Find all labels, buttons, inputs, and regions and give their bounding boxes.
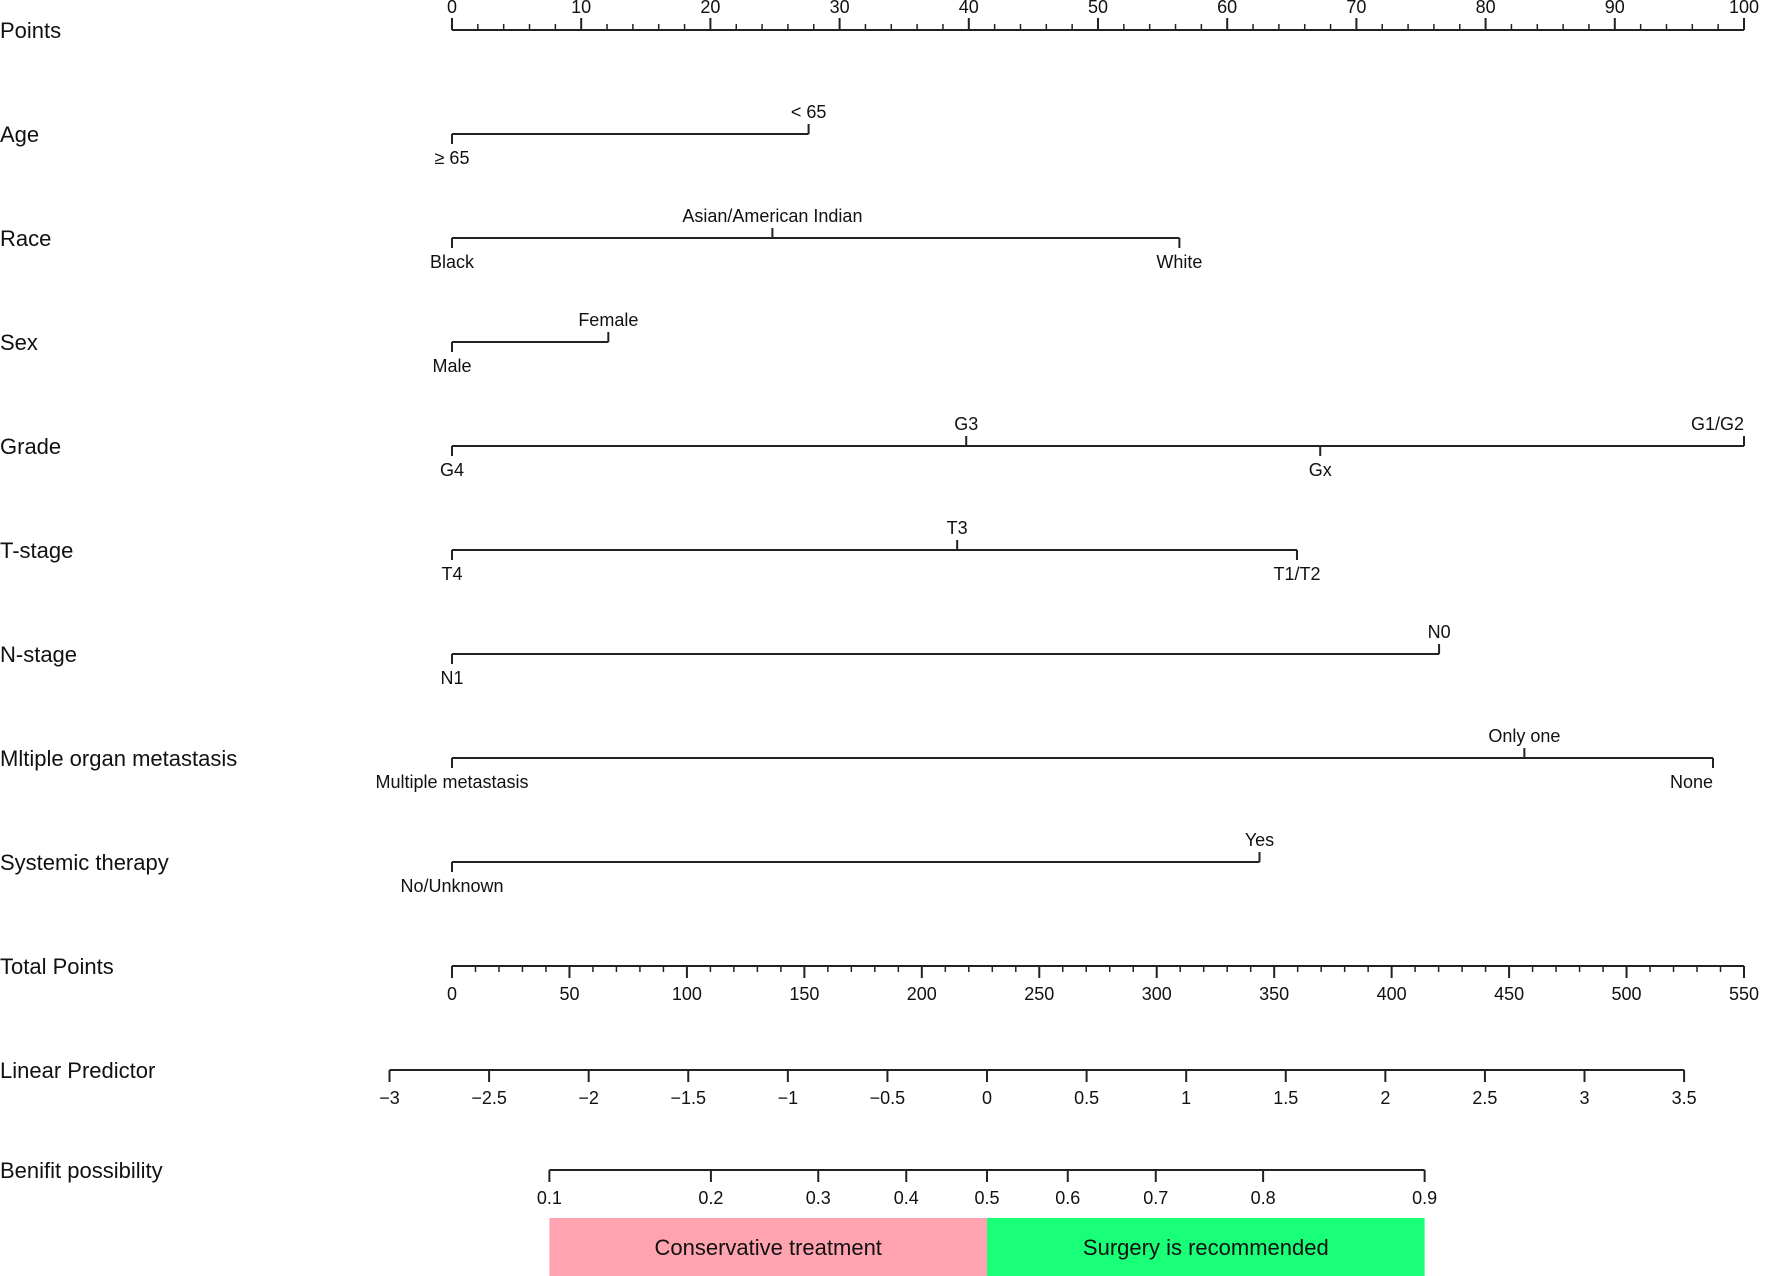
points-tick-label-60: 60	[1217, 0, 1238, 17]
linear-predictor-tick-label-8: 1	[1181, 1088, 1192, 1108]
points-tick-label-30: 30	[829, 0, 850, 17]
benefit-possibility-tick-label-3: 0.4	[893, 1188, 919, 1208]
level-label-grade-gx: Gx	[1308, 460, 1332, 480]
linear-predictor-tick-label-6: 0	[982, 1088, 993, 1108]
variable-label-mltiple-organ-metastasis: Mltiple organ metastasis	[0, 746, 238, 771]
linear-predictor-tick-label-12: 3	[1579, 1088, 1590, 1108]
total-points-tick-label-250: 250	[1024, 984, 1055, 1004]
level-label-t-stage-t4: T4	[441, 564, 463, 584]
points-axis-label: Points	[0, 18, 62, 43]
total-points-axis-label: Total Points	[0, 954, 114, 979]
variable-label-sex: Sex	[0, 330, 38, 355]
benefit-possibility-axis-label: Benifit possibility	[0, 1158, 163, 1183]
benefit-possibility-tick-label-2: 0.3	[805, 1188, 831, 1208]
band-label-conservative-treatment: Conservative treatment	[654, 1235, 882, 1260]
level-label-race-black: Black	[429, 252, 475, 272]
total-points-tick-label-350: 350	[1259, 984, 1290, 1004]
benefit-possibility-tick-label-4: 0.5	[974, 1188, 1000, 1208]
level-label-mltiple-organ-metastasis-none: None	[1669, 772, 1713, 792]
level-label-grade-g4: G4	[439, 460, 465, 480]
linear-predictor-tick-label-1: −2.5	[471, 1088, 507, 1108]
total-points-tick-label-300: 300	[1141, 984, 1172, 1004]
benefit-possibility-tick-label-0: 0.1	[536, 1188, 562, 1208]
level-label-t-stage-t1-t2: T1/T2	[1273, 564, 1321, 584]
level-label-grade-g3: G3	[954, 414, 979, 434]
benefit-possibility-tick-label-7: 0.8	[1250, 1188, 1276, 1208]
benefit-possibility-tick-label-6: 0.7	[1143, 1188, 1169, 1208]
points-tick-label-20: 20	[700, 0, 721, 17]
level-label-mltiple-organ-metastasis-only-one: Only one	[1488, 726, 1561, 746]
total-points-tick-label-200: 200	[906, 984, 937, 1004]
linear-predictor-tick-label-0: −3	[379, 1088, 400, 1108]
linear-predictor-tick-label-3: −1.5	[670, 1088, 707, 1108]
linear-predictor-tick-label-7: 0.5	[1074, 1088, 1100, 1108]
total-points-tick-label-400: 400	[1376, 984, 1407, 1004]
level-label-t-stage-t3: T3	[946, 518, 968, 538]
linear-predictor-axis-label: Linear Predictor	[0, 1058, 156, 1083]
variable-label-t-stage: T-stage	[0, 538, 74, 563]
linear-predictor-tick-label-2: −2	[578, 1088, 599, 1108]
total-points-tick-label-0: 0	[446, 984, 458, 1004]
variable-label-age: Age	[0, 122, 40, 147]
points-tick-label-80: 80	[1475, 0, 1496, 17]
total-points-tick-label-50: 50	[559, 984, 580, 1004]
benefit-possibility-tick-label-1: 0.2	[698, 1188, 724, 1208]
linear-predictor-tick-label-13: 3.5	[1671, 1088, 1697, 1108]
level-label-sex-female: Female	[578, 310, 639, 330]
points-tick-label-40: 40	[958, 0, 979, 17]
level-label-race-white: White	[1156, 252, 1203, 272]
level-label-systemic-therapy-yes: Yes	[1244, 830, 1275, 850]
points-tick-label-100: 100	[1728, 0, 1760, 17]
points-tick-label-0: 0	[446, 0, 458, 17]
benefit-possibility-tick-label-5: 0.6	[1055, 1188, 1081, 1208]
total-points-tick-label-100: 100	[671, 984, 702, 1004]
level-label-age-65: < 65	[790, 102, 827, 122]
band-label-surgery-is-recommended: Surgery is recommended	[1082, 1235, 1329, 1260]
linear-predictor-tick-label-9: 1.5	[1273, 1088, 1299, 1108]
variable-label-grade: Grade	[0, 434, 62, 459]
level-label-sex-male: Male	[432, 356, 472, 376]
level-label-systemic-therapy-no-unknown: No/Unknown	[400, 876, 504, 896]
points-tick-label-90: 90	[1604, 0, 1625, 17]
total-points-tick-label-550: 550	[1728, 984, 1760, 1004]
level-label-grade-g1-g2: G1/G2	[1690, 414, 1744, 434]
total-points-tick-label-150: 150	[789, 984, 820, 1004]
linear-predictor-tick-label-10: 2	[1380, 1088, 1391, 1108]
points-tick-label-70: 70	[1346, 0, 1367, 17]
total-points-tick-label-500: 500	[1611, 984, 1642, 1004]
level-label-n-stage-n1: N1	[440, 668, 464, 688]
level-label-race-asian-american-indian: Asian/American Indian	[682, 206, 863, 226]
level-label-age-65: ≥ 65	[434, 148, 470, 168]
benefit-possibility-tick-label-8: 0.9	[1412, 1188, 1438, 1208]
variable-label-n-stage: N-stage	[0, 642, 78, 667]
points-tick-label-50: 50	[1087, 0, 1109, 17]
linear-predictor-tick-label-4: −1	[777, 1088, 799, 1108]
level-label-mltiple-organ-metastasis-multiple-metastasis: Multiple metastasis	[375, 772, 529, 792]
linear-predictor-tick-label-11: 2.5	[1472, 1088, 1498, 1108]
variable-label-systemic-therapy: Systemic therapy	[0, 850, 169, 875]
points-tick-label-10: 10	[571, 0, 592, 17]
total-points-tick-label-450: 450	[1494, 984, 1525, 1004]
level-label-n-stage-n0: N0	[1427, 622, 1451, 642]
variable-label-race: Race	[0, 226, 52, 251]
linear-predictor-tick-label-5: −0.5	[869, 1088, 906, 1108]
